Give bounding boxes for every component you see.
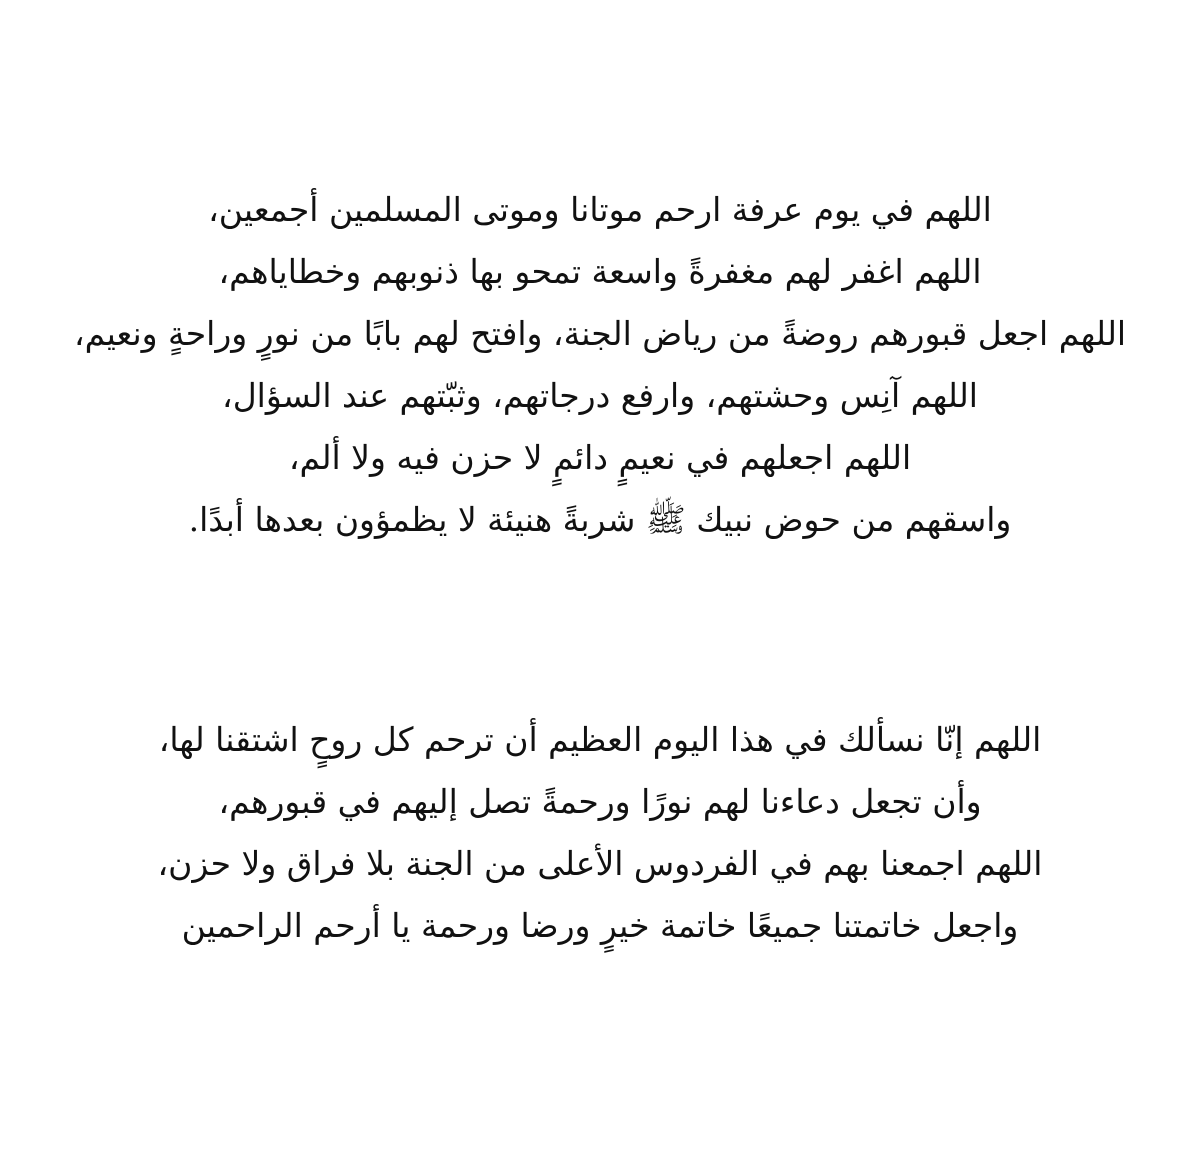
prayer-line: اللهم في يوم عرفة ارحم موتانا وموتى المسلمين أجمعين، <box>208 190 992 229</box>
prayer-line: اللهم اجعلهم في نعيمٍ دائمٍ لا حزن فيه ولا ألم، <box>288 438 912 477</box>
prayer-line: اللهم آنِس وحشتهم، وارفع درجاتهم، وثبّتهم عند السؤال، <box>222 376 978 415</box>
prayer-line: اللهم اجمعنا بهم في الفردوس الأعلى من الجنة بلا فراق ولا حزن، <box>157 844 1043 883</box>
prayer-line: واسقهم من حوض نبيك ﷺ شربةً هنيئة لا يظمؤون بعدها أبدًا. <box>188 500 1012 539</box>
prayer-line: وأن تجعل دعاءنا لهم نورًا ورحمةً تصل إليهم في قبورهم، <box>218 782 982 821</box>
prayer-line: اللهم إنّا نسألك في هذا اليوم العظيم أن ترحم كل روحٍ اشتقنا لها، <box>158 720 1042 759</box>
prayer-line: اللهم اجعل قبورهم روضةً من رياض الجنة، وافتح لهم بابًا من نورٍ وراحةٍ ونعيم، <box>73 314 1127 353</box>
prayer-line: واجعل خاتمتنا جميعًا خاتمة خيرٍ ورضا ورحمة يا أرحم الراحمين <box>181 906 1019 945</box>
prayer-stanza-1 <box>60 179 1140 551</box>
prayer-stanza-2 <box>60 709 1140 957</box>
prayer-line: اللهم اغفر لهم مغفرةً واسعة تمحو بها ذنوبهم وخطاياهم، <box>218 252 982 291</box>
